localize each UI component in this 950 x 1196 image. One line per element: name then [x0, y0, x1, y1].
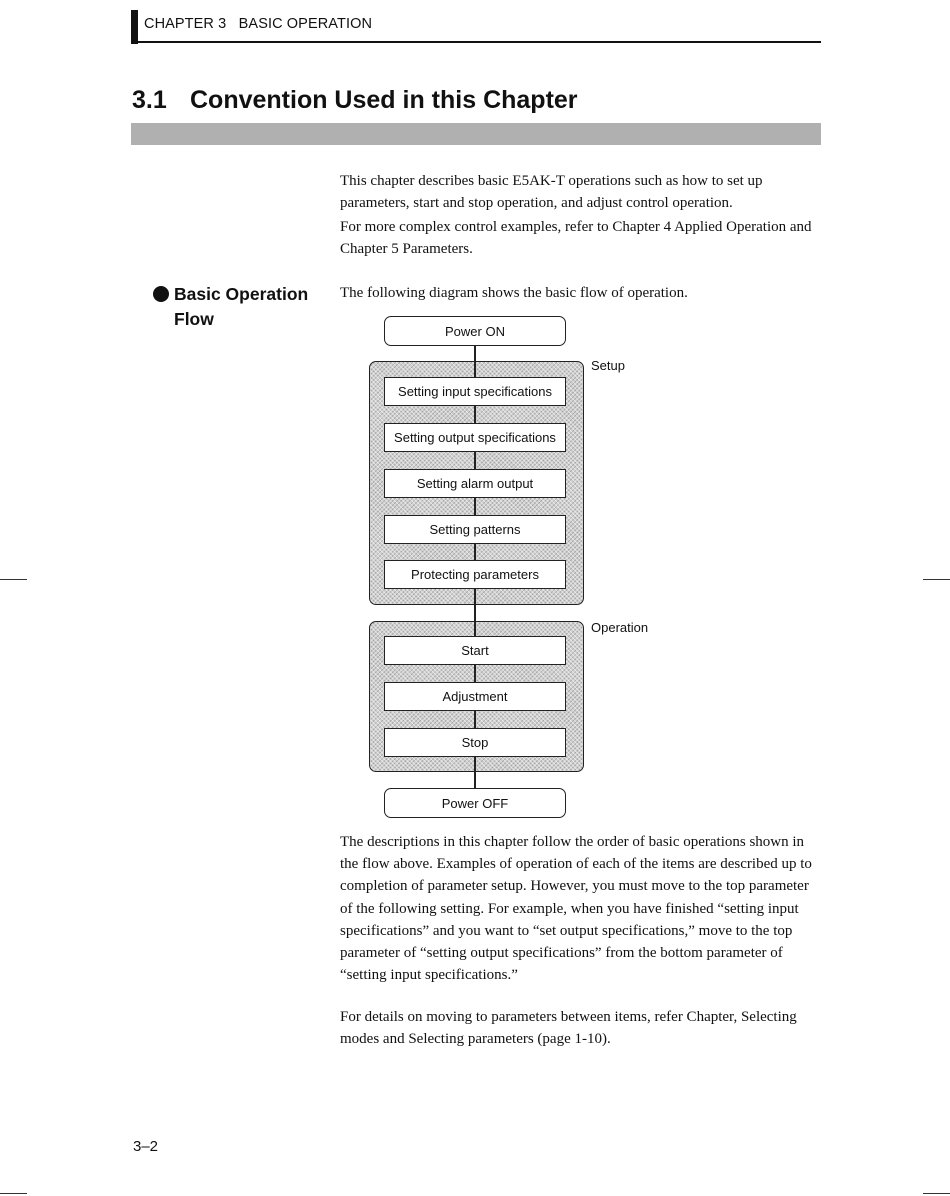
crop-mark — [0, 1193, 27, 1194]
flow-step: Setting patterns — [384, 515, 566, 544]
section-title — [132, 86, 578, 115]
crop-mark — [923, 579, 950, 580]
flow-step: Setting input specifications — [384, 377, 566, 406]
crop-mark — [0, 579, 27, 580]
section-number: 3.1 — [132, 86, 167, 114]
crop-mark — [923, 1193, 950, 1194]
header-bar — [131, 10, 138, 44]
section-title-text: Convention Used in this Chapter — [190, 86, 578, 114]
side-heading-line-2: Flow — [174, 309, 214, 329]
header-rule — [131, 41, 821, 43]
group-label-operation: Operation — [591, 620, 649, 635]
page-number: 3–2 — [133, 1138, 159, 1155]
flow-step: Protecting parameters — [384, 560, 566, 589]
group-label-setup: Setup — [591, 358, 625, 373]
bullet-icon — [153, 286, 169, 302]
body-paragraph-2: For details on moving to parameters between items, refer Chapter, Selecting modes and Selecting parameters (page 1-10). — [340, 1009, 797, 1048]
flow-step: Setting output specifications — [384, 423, 566, 452]
flow-end-box: Power OFF — [384, 788, 566, 818]
title-band — [131, 123, 821, 145]
body-paragraph-1: The descriptions in this chapter follow the order of basic operations shown in the flow above. Examples of operation of each of the items are described up to completion of parameter setup. However, you must move to the top parameter of the following setting. For example, when you have finished “setting input specifications” and you want to “set output specifications,” move to the top parameter of “setting output specifications” from the bottom parameter of “setting input specifications.” — [340, 834, 812, 984]
flow-step: Start — [384, 636, 566, 665]
flow-step: Setting alarm output — [384, 469, 566, 498]
flow-intro: The following diagram shows the basic flow of operation. — [340, 285, 688, 301]
chapter-header: CHAPTER 3 BASIC OPERATION — [144, 16, 373, 32]
side-heading — [174, 282, 324, 332]
intro-paragraph-1: This chapter describes basic E5AK-T operations such as how to set up parameters, start and stop operation, and adjust control operation. — [340, 173, 763, 212]
intro-paragraph-2: For more complex control examples, refer to Chapter 4 Applied Operation and Chapter 5 Parameters. — [340, 219, 812, 258]
side-heading-line-1: Basic Operation — [174, 284, 309, 304]
flow-step: Adjustment — [384, 682, 566, 711]
flow-step: Stop — [384, 728, 566, 757]
flow-start-box: Power ON — [384, 316, 566, 346]
